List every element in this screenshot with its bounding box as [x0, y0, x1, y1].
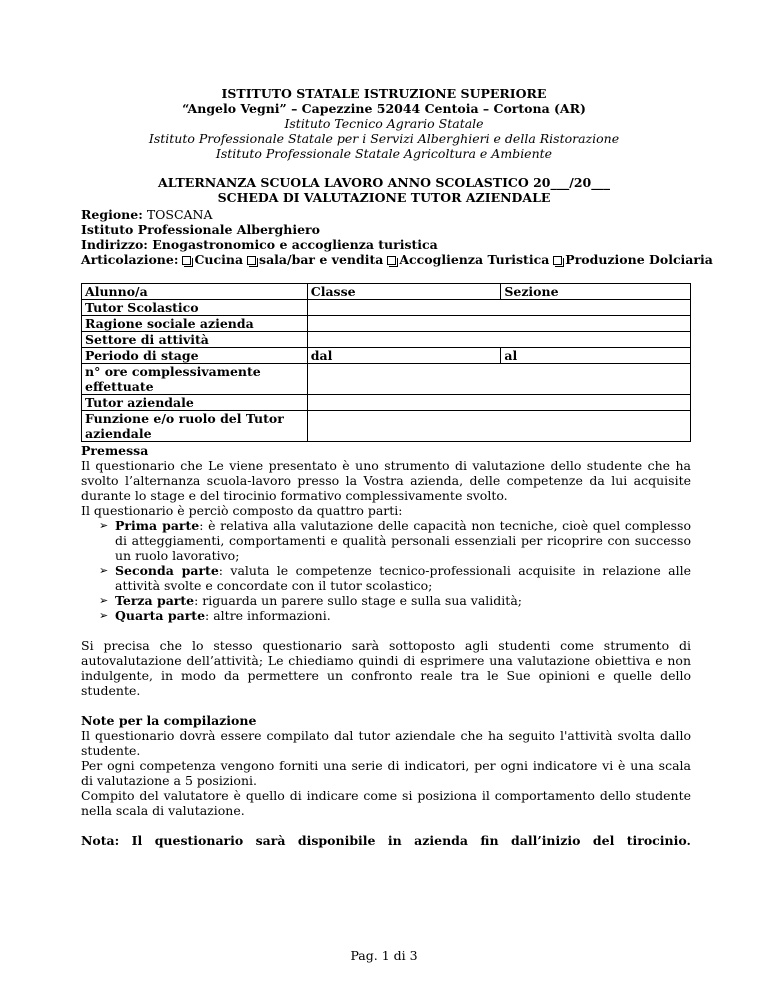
premessa-title: Premessa	[81, 443, 149, 458]
option-cucina: Cucina	[194, 252, 244, 267]
document-title: ALTERNANZA SCUOLA LAVORO ANNO SCOLASTICO 20___/20___	[158, 175, 610, 190]
articolazione-line	[81, 252, 713, 267]
arrow-bullet-icon: ➢	[99, 564, 109, 577]
parts-list	[81, 518, 691, 623]
nota-word: Il	[131, 833, 143, 848]
row-label-tutor-scolastico: Tutor Scolastico	[82, 300, 308, 316]
premessa-note: Si precisa che lo stesso questionario sarà sottoposto agli studenti come strumento di autovalutazione dell’attività; Le chiediamo quindi di esprimere una valutazione obiettiva e non indulgente, in modo da permettere un confronto reale tra le Sue opinioni e quelle dello studente.	[81, 638, 691, 698]
nota-word: tirocinio.	[626, 833, 691, 848]
table-row	[82, 284, 691, 300]
arrow-bullet-icon: ➢	[99, 594, 109, 607]
arrow-bullet-icon: ➢	[99, 519, 109, 532]
row-label-tutor-aziendale: Tutor aziendale	[82, 395, 308, 411]
nota-word: del	[592, 833, 615, 848]
part-label: Prima parte	[115, 518, 200, 533]
compilazione-p3: Compito del valutatore è quello di indicare come si posiziona il comportamento dello studente nella scala di valutazione.	[81, 788, 691, 818]
part-label: Seconda parte	[115, 563, 219, 578]
row-label-alunno: Alunno/a	[82, 284, 308, 300]
school-header	[0, 86, 768, 205]
nota-word: sarà	[255, 833, 286, 848]
school-branch-3: Istituto Professionale Statale Agricoltura e Ambiente	[215, 146, 553, 161]
part-label: Quarta parte	[115, 608, 206, 623]
part-label: Terza parte	[115, 593, 195, 608]
table-row	[82, 332, 691, 348]
part-text: : altre informazioni.	[205, 608, 331, 623]
part-text: : riguarda un parere sullo stage e sulla sua validità;	[194, 593, 522, 608]
list-item	[99, 608, 691, 623]
field-ore[interactable]	[307, 364, 690, 395]
table-row	[82, 348, 691, 364]
regione-value: TOSCANA	[146, 207, 213, 222]
school-branch-2: Istituto Professionale Statale per i Servizi Alberghieri e della Ristorazione	[148, 131, 620, 146]
document-body	[81, 443, 691, 848]
document-subtitle: SCHEDA DI VALUTAZIONE TUTOR AZIENDALE	[217, 190, 551, 205]
list-item	[99, 563, 691, 593]
table-row	[82, 364, 691, 395]
table-row	[82, 300, 691, 316]
compilazione-p2: Per ogni competenza vengono forniti una serie di indicatori, per ogni indicatore vi è una scala di valutazione a 5 posizioni.	[81, 758, 691, 788]
field-settore[interactable]	[307, 332, 690, 348]
page-number: Pag. 1 di 3	[350, 948, 418, 963]
regione-label: Regione:	[81, 207, 143, 222]
nota-word: dall’inizio	[511, 833, 581, 848]
checkbox-sala-bar[interactable]	[247, 256, 256, 265]
field-tutor-scolastico[interactable]	[307, 300, 690, 316]
nota-word: questionario	[154, 833, 244, 848]
field-tutor-aziendale[interactable]	[307, 395, 690, 411]
nota-word: fin	[480, 833, 499, 848]
checkbox-dolciaria[interactable]	[553, 256, 562, 265]
table-row	[82, 316, 691, 332]
dal-cell[interactable]: dal	[307, 348, 501, 364]
nota-line	[81, 833, 691, 848]
nota-word: Nota:	[81, 833, 120, 848]
table-row	[82, 411, 691, 442]
course-info	[81, 207, 713, 267]
nota-word: disponibile	[297, 833, 376, 848]
row-label-periodo: Periodo di stage	[82, 348, 308, 364]
school-address: “Angelo Vegni” – Capezzine 52044 Centoia – Cortona (AR)	[182, 101, 586, 116]
student-info-table	[81, 283, 691, 442]
option-dolciaria: Produzione Dolciaria	[565, 252, 713, 267]
field-funzione[interactable]	[307, 411, 690, 442]
classe-cell[interactable]: Classe	[307, 284, 501, 300]
row-label-ore: n° ore complessivamente effettuate	[82, 364, 308, 395]
part-text: : è relativa alla valutazione delle capacità non tecniche, cioè quel complesso di atteggiamenti, comportamenti e qualità personali essenziali per ricoprire con successo un ruolo lavorativo;	[115, 518, 691, 563]
table-row	[82, 395, 691, 411]
parts-intro: Il questionario è perciò composto da quattro parti:	[81, 503, 403, 518]
articolazione-label: Articolazione:	[81, 252, 179, 267]
option-sala-bar: sala/bar e vendita	[259, 252, 384, 267]
row-label-funzione: Funzione e/o ruolo del Tutor aziendale	[82, 411, 308, 442]
part-text: : valuta le competenze tecnico-professionali acquisite in relazione alle attività svolte e concordate con il tutor scolastico;	[115, 563, 691, 593]
premessa-intro: Il questionario che Le viene presentato è uno strumento di valutazione dello studente che ha svolto l’alternanza scuola-lavoro presso la Vostra azienda, delle competenze da lui acquisite durante lo stage e del tirocinio formativo complessivamente svolto.	[81, 458, 691, 503]
row-label-ragione-sociale: Ragione sociale azienda	[82, 316, 308, 332]
nota-word: azienda	[414, 833, 468, 848]
row-label-settore: Settore di attività	[82, 332, 308, 348]
checkbox-accoglienza[interactable]	[387, 256, 396, 265]
checkbox-cucina[interactable]	[182, 256, 191, 265]
school-name: ISTITUTO STATALE ISTRUZIONE SUPERIORE	[221, 86, 547, 101]
regione-line	[81, 207, 701, 222]
al-cell[interactable]: al	[501, 348, 691, 364]
field-ragione-sociale[interactable]	[307, 316, 690, 332]
istituto-line: Istituto Professionale Alberghiero	[81, 222, 320, 237]
indirizzo-line: Indirizzo: Enogastronomico e accoglienza turistica	[81, 237, 438, 252]
list-item	[99, 518, 691, 563]
school-branch-1: Istituto Tecnico Agrario Statale	[284, 116, 484, 131]
sezione-cell[interactable]: Sezione	[501, 284, 691, 300]
nota-word: in	[387, 833, 402, 848]
arrow-bullet-icon: ➢	[99, 609, 109, 622]
option-accoglienza: Accoglienza Turistica	[399, 252, 550, 267]
list-item	[99, 593, 691, 608]
compilazione-p1: Il questionario dovrà essere compilato dal tutor aziendale che ha seguito l'attività svolta dallo studente.	[81, 728, 691, 758]
compilazione-title: Note per la compilazione	[81, 713, 257, 728]
